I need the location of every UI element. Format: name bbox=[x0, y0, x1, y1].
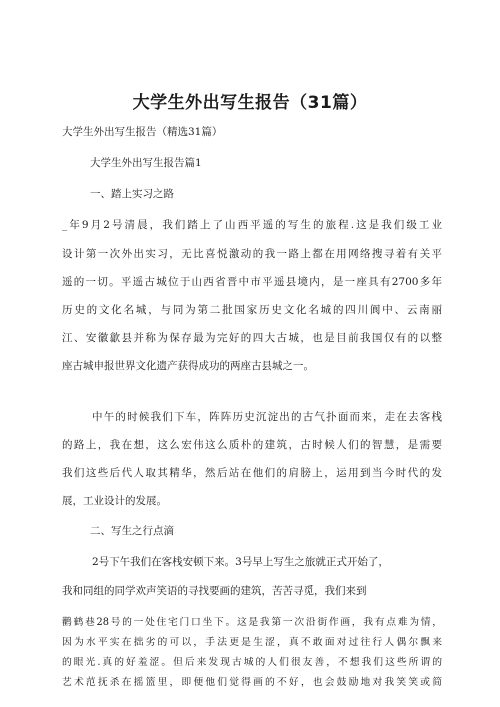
paragraph-line: 历史的文化名城，与同为第二批国家历史文化名城的四川阆中、云南丽 bbox=[62, 304, 442, 316]
paragraph-line: 鹳鹤巷28号的一处住宅门口坐下。这是我第一次沿街作画，我有点难为情， bbox=[62, 617, 442, 628]
paragraph-line: 的眼光.真的好羞涩。但后来发现古城的人们很友善，不想我们这些所谓的 bbox=[62, 657, 442, 668]
document-title: 大学生外出写生报告（31篇） bbox=[132, 93, 368, 113]
paragraph-line: 的路上，我在想，这么宏伟这么质朴的建筑，古时候人们的智慧，是需要 bbox=[62, 439, 442, 451]
paragraph-line: 艺术范抚杀在摇篮里，即便他们觉得画的不好，也会鼓励地对我笑笑或简 bbox=[62, 677, 442, 688]
paragraph-line: 遥的一切。平遥古城位于山西省晋中市平遥县境内，是一座具有2700多年 bbox=[62, 276, 442, 288]
section-heading-1: 一、踏上实习之路 bbox=[90, 188, 174, 200]
paragraph-line: _年9月2号清晨，我们踏上了山西平遥的写生的旅程.这是我们级工业 bbox=[62, 219, 442, 231]
document-subtitle: 大学生外出写生报告（精选31篇） bbox=[62, 126, 223, 138]
paragraph-line: 2号下午我们在客栈安顿下来。3号早上写生之旅就正式开始了， bbox=[92, 556, 389, 568]
section-heading-2: 二、写生之行点滴 bbox=[90, 525, 174, 537]
paragraph-line: 江、安徽歙县并称为保存最为完好的四大古城，也是目前我国仅有的以整 bbox=[62, 332, 442, 344]
paragraph-line: 因为水平实在拙劣的可以，手法更是生涩，真不敢面对过往行人偶尔飘来 bbox=[62, 637, 442, 648]
chapter-heading: 大学生外出写生报告篇1 bbox=[90, 157, 202, 169]
paragraph-line: 设计第一次外出实习，无比喜悦激动的我一路上都在用网络搜寻着有关平 bbox=[62, 248, 442, 260]
paragraph-line: 中午的时候我们下车，阵阵历史沉淀出的古气扑面而来，走在去客栈 bbox=[92, 411, 442, 423]
paragraph-line: 我们这些后代人取其精华，然后站在他们的肩膀上，运用到当今时代的发 bbox=[62, 467, 442, 479]
paragraph-line: 座古城申报世界文化遗产获得成功的两座古县城之一。 bbox=[62, 360, 314, 372]
paragraph-line: 我和同组的同学欢声笑语的寻找要画的建筑，苦苦寻觅，我们来到 bbox=[62, 585, 367, 597]
paragraph-line: 展，工业设计的发展。 bbox=[62, 495, 167, 507]
